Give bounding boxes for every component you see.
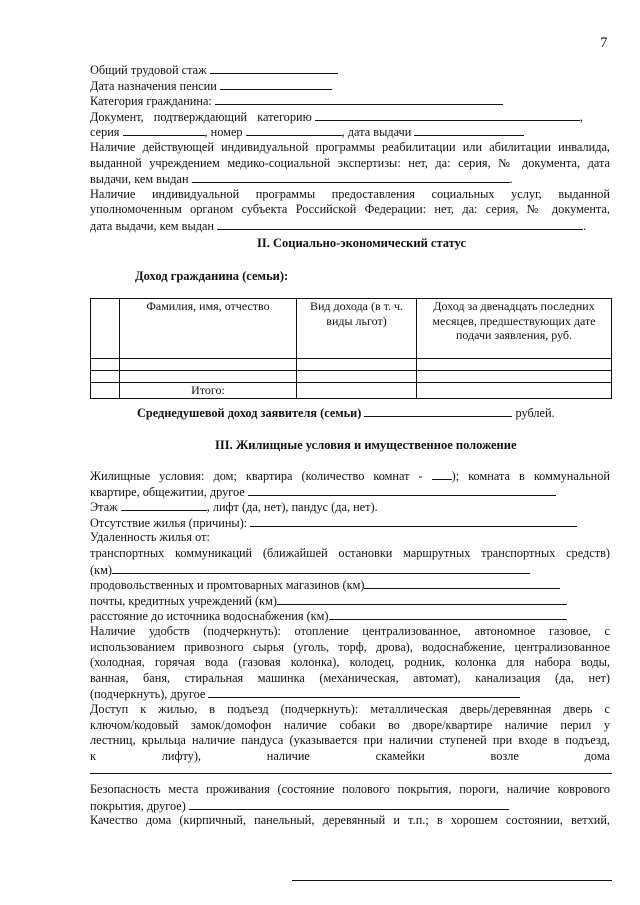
income-table	[90, 298, 612, 399]
housing-conditions-label: Жилищные условия: дом; квартира (количество комнат -	[90, 469, 423, 483]
amenities-line-1: Наличие удобств (подчеркнуть): отопление централизованное, автономное газовое, с	[90, 623, 610, 638]
shops-line	[90, 577, 610, 593]
issue-date-field[interactable]	[414, 124, 524, 136]
series-field[interactable]	[123, 124, 205, 136]
pension-date-field[interactable]	[220, 78, 332, 90]
category-line	[90, 93, 610, 109]
post-field[interactable]	[277, 593, 567, 605]
no-housing-label: Отсутствие жилья (причины):	[90, 515, 248, 530]
distance-heading: Удаленность жилья от:	[90, 530, 210, 545]
income-heading: Доход гражданина (семьи):	[135, 269, 289, 283]
safety-line-2	[90, 798, 610, 814]
amenities-other-label: (подчеркнуть), другое	[90, 687, 206, 702]
issue-date-label: , дата выдачи	[341, 125, 412, 140]
water-label: расстояние до источника водоснабжения (км)	[90, 609, 329, 624]
access-line-2: ключом/кодовый замок/домофон наличие собаки во дворе/квартире наличие перил у	[90, 717, 610, 732]
table-row	[91, 359, 612, 371]
avg-income-label: Среднедушевой доход заявителя (семьи)	[137, 406, 362, 420]
amenities-line-2: использованием привозного сырья (уголь, торф, дрова), водоснабжение, централизованное	[90, 639, 610, 654]
pension-date-line	[90, 78, 610, 94]
avg-income-unit: рублей.	[515, 406, 555, 420]
no-housing-field[interactable]	[250, 515, 577, 527]
table-cell[interactable]	[297, 359, 417, 371]
transport-km-label: (км)	[90, 562, 112, 577]
floor-elevator-label: , лифт (да, нет), пандус (да, нет).	[206, 500, 378, 515]
water-line	[90, 608, 610, 624]
transport-km-field[interactable]	[112, 562, 530, 574]
table-cell[interactable]	[91, 359, 120, 371]
housing-conditions-line	[90, 468, 610, 484]
table-cell[interactable]	[297, 371, 417, 383]
table-header-name: Фамилия, имя, отчество	[120, 299, 297, 359]
housing-other-field[interactable]	[248, 484, 556, 496]
table-cell	[91, 299, 120, 359]
table-total-row	[91, 383, 612, 399]
access-line-1: Доступ к жилью, в подъезд (подчеркнуть): металлическая дверь/деревянная дверь с	[90, 701, 610, 716]
rooms-count-field[interactable]	[432, 468, 452, 480]
blank-line[interactable]	[90, 773, 612, 774]
avg-income-field[interactable]	[364, 405, 512, 417]
number-label: , номер	[204, 125, 243, 140]
work-experience-line	[90, 62, 610, 78]
category-label: Категория гражданина:	[90, 94, 212, 109]
table-cell[interactable]	[91, 371, 120, 383]
table-header-income-amount: Доход за двенадцать последних месяцев, предшествующих дате подачи заявления, руб.	[417, 299, 612, 359]
table-cell[interactable]	[297, 383, 417, 399]
housing-block	[90, 468, 610, 764]
shops-label: продовольственных и промтоварных магазинов (км)	[90, 578, 365, 593]
series-label: серия	[90, 125, 120, 140]
amenities-line-3: (холодная, горячая вода (газовая колонка), колодец, родник, колонка для набора воды,	[90, 655, 610, 670]
ipra-line-2: выданной учреждением медико-социальной экспертизы: нет, да: серия, № документа, дата	[90, 155, 610, 170]
ipra-issued-field[interactable]	[192, 171, 510, 183]
safety-block	[90, 782, 610, 829]
table-cell[interactable]	[417, 383, 612, 399]
work-experience-label: Общий трудовой стаж	[90, 63, 207, 77]
access-line-3: лестниц, крыльца наличие пандуса (указывается при наличии ступеней при входе в подъезд,	[90, 733, 610, 748]
category-field[interactable]	[215, 93, 503, 105]
category-document-field[interactable]	[315, 109, 580, 121]
safety-label: покрытия, другое)	[90, 798, 186, 813]
ipra-issued-label: выдачи, кем выдан	[90, 172, 189, 187]
water-field[interactable]	[329, 608, 567, 620]
table-cell[interactable]	[417, 371, 612, 383]
ippsu-issued-field[interactable]	[217, 218, 583, 230]
amenities-other-line	[90, 686, 610, 702]
table-header-row	[91, 299, 612, 359]
table-cell[interactable]	[120, 371, 297, 383]
table-cell[interactable]	[120, 359, 297, 371]
housing-other-label: квартире, общежитии, другое	[90, 484, 245, 499]
housing-other-line	[90, 484, 610, 500]
table-row	[91, 371, 612, 383]
pension-date-label: Дата назначения пенсии	[90, 78, 217, 93]
number-field[interactable]	[246, 124, 342, 136]
ipra-line-1: Наличие действующей индивидуальной программы реабилитации или абилитации инвалида,	[90, 139, 610, 154]
personal-info-block	[90, 62, 610, 234]
post-label: почты, кредитных учреждений (км)	[90, 593, 277, 608]
table-cell	[91, 383, 120, 399]
transport-km-line	[90, 562, 610, 578]
shops-field[interactable]	[364, 577, 560, 589]
floor-field[interactable]	[121, 499, 207, 511]
no-housing-line	[90, 515, 610, 531]
section-2-title: II. Социально-экономический статус	[257, 236, 467, 250]
post-line	[90, 593, 610, 609]
transport-line: транспортных коммуникаций (ближайшей остановки маршрутных транспортных средств)	[90, 545, 610, 560]
table-header-income-type: Вид дохода (в т. ч. виды льгот)	[297, 299, 417, 359]
housing-conditions-label-cont: ); комната в коммунальной	[451, 469, 610, 483]
series-number-line	[90, 124, 610, 140]
house-quality-line: Качество дома (кирпичный, панельный, деревянный и т.п.; в хорошем состоянии, ветхий,	[90, 813, 610, 828]
category-document-line: Документ, подтверждающий категорию ,	[90, 109, 583, 124]
floor-label: Этаж	[90, 500, 118, 515]
ipra-issued-line: выдачи, кем выдан .	[90, 172, 513, 187]
access-line-4: к лифту), наличие скамейки возле дома	[90, 748, 610, 763]
ippsu-issued-label: дата выдачи, кем выдан	[90, 218, 215, 233]
safety-field[interactable]	[189, 798, 509, 810]
safety-line-1: Безопасность места проживания (состояние полового покрытия, пороги, наличие коврового	[90, 782, 610, 796]
section-3-title: III. Жилищные условия и имущественное положение	[215, 438, 517, 452]
table-total-label: Итого:	[120, 383, 297, 399]
table-cell[interactable]	[417, 359, 612, 371]
work-experience-field[interactable]	[210, 62, 338, 74]
ippsu-line-2: уполномоченным органом субъекта Российской Федерации: нет, да: серия, № документа,	[90, 202, 610, 217]
page-number: 7	[600, 35, 608, 51]
ippsu-line-1: Наличие индивидуальной программы предоставления социальных услуг, выданной	[90, 186, 610, 201]
category-document-label: Документ, подтверждающий категорию	[90, 109, 312, 124]
ippsu-issued-line: дата выдачи, кем выдан .	[90, 218, 587, 233]
floor-line	[90, 499, 610, 515]
avg-income-line	[137, 405, 555, 421]
amenities-other-field[interactable]	[208, 686, 520, 698]
blank-line[interactable]	[292, 880, 612, 881]
amenities-line-4: ванная, баня, стиральная машинка (механическая, автомат), канализация (да, нет)	[90, 670, 610, 685]
